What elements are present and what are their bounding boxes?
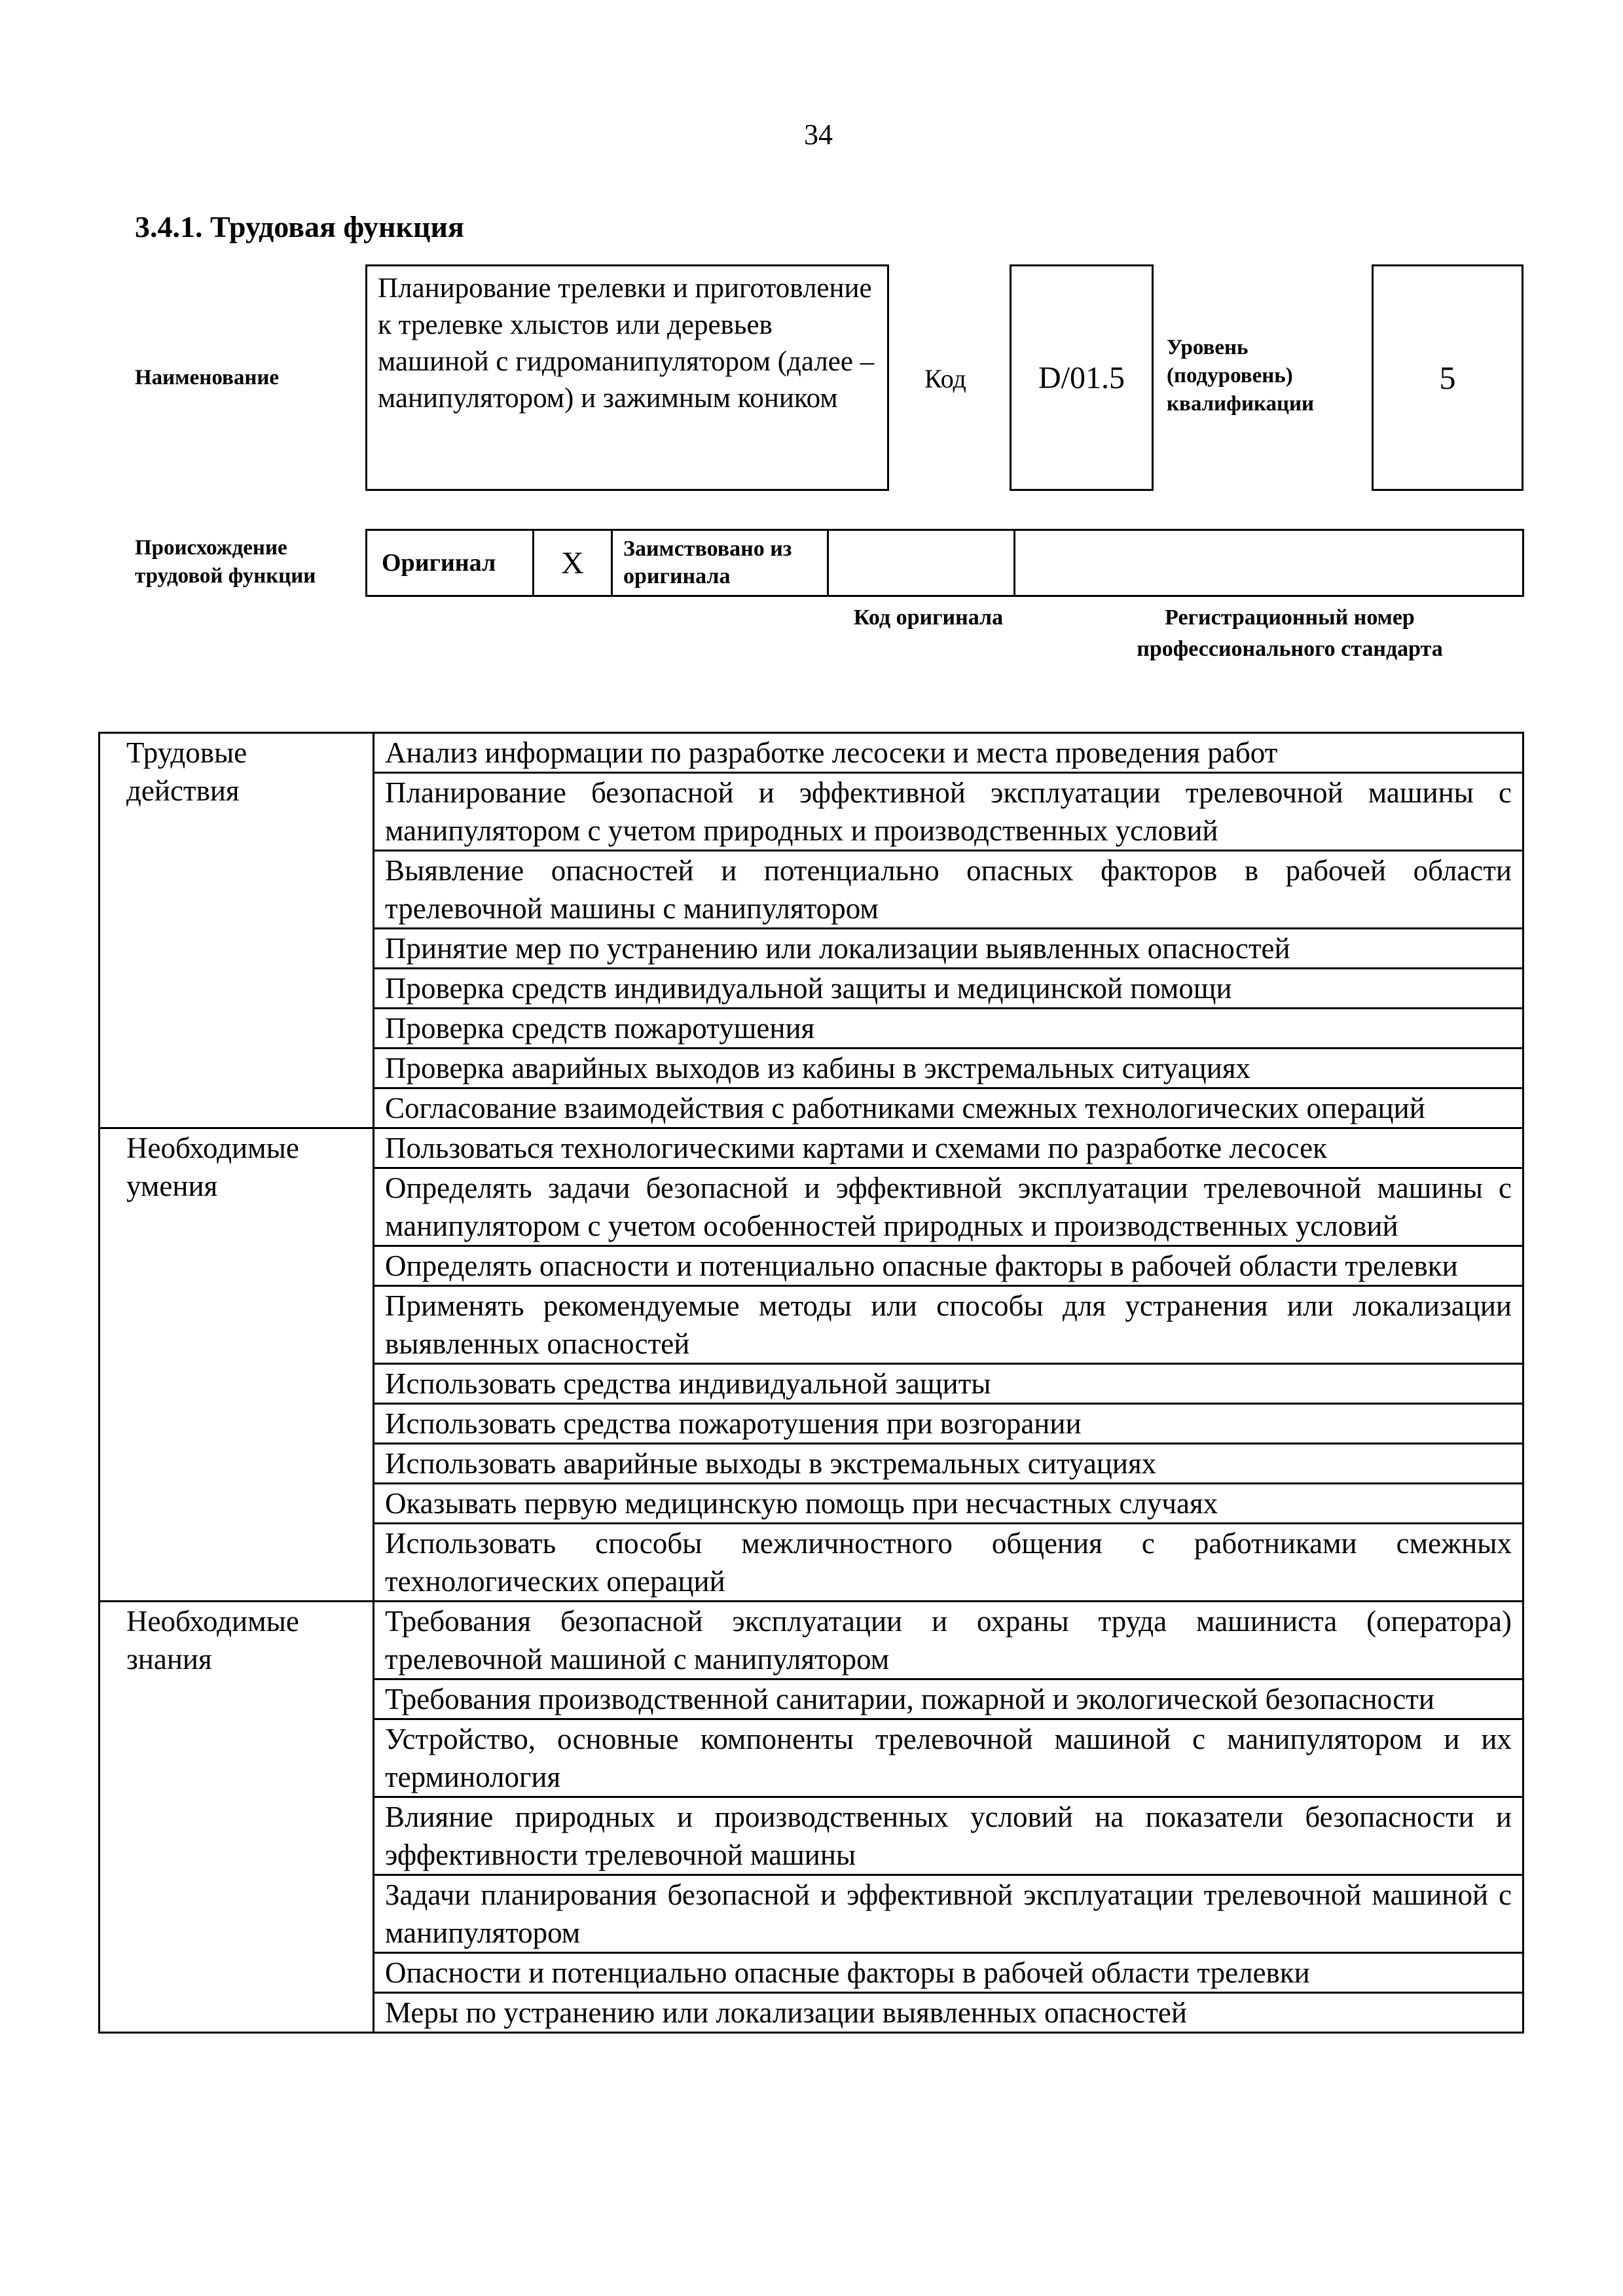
function-details-table [98,732,1524,2034]
table-cell: Использовать средства пожаротушения при возгорании [374,1404,1523,1444]
table-cell: Проверка аварийных выходов из кабины в экстремальных ситуациях [374,1049,1523,1088]
function-name-box [365,264,889,491]
reg-caption: Регистрационный номер профессионального стандарта [1137,605,1443,661]
table-cell: Оказывать первую медицинскую помощь при несчастных случаях [374,1484,1523,1524]
reg-number-cell [1015,531,1522,595]
page-number: 34 [804,118,833,151]
table-cell: Пользоваться технологическими картами и схемами по разработке лесосек [374,1128,1523,1168]
function-name-value: Планирование трелевки и приготовление к трелевке хлыстов или деревьев машиной с гидроманипулятором (далее – манипулятором) и зажимным коником [378,273,875,414]
level-box [1372,264,1523,491]
section-title: 3.4.1. Трудовая функция [135,210,464,243]
table-row [100,1128,1523,1168]
table-cell: Проверка средств индивидуальной защиты и медицинской помощи [374,969,1523,1009]
table-cell: Согласование взаимодействия с работниками смежных технологических операций [374,1088,1523,1128]
table-cell: Определять задачи безопасной и эффективной эксплуатации трелевочной машины с манипулятором с учетом особенностей природных и производственных условий [374,1168,1523,1246]
table-cell: Требования безопасной эксплуатации и охраны труда машиниста (оператора) трелевочной машиной с манипулятором [374,1602,1523,1679]
table-cell: Применять рекомендуемые методы или способы для устранения или локализации выявленных опасностей [374,1286,1523,1364]
table-cell: Анализ информации по разработке лесосеки и места проведения работ [374,733,1523,773]
table-cell: Использовать средства индивидуальной защиты [374,1364,1523,1404]
table-cell: Принятие мер по устранению или локализации выявленных опасностей [374,929,1523,969]
table-cell: Использовать аварийные выходы в экстремальных ситуациях [374,1444,1523,1484]
table-cell: Проверка средств пожаротушения [374,1009,1523,1049]
table-cell: Задачи планирования безопасной и эффективной эксплуатации трелевочной машиной с манипулятором [374,1875,1523,1953]
code-caption: Код оригинала [853,605,1004,630]
origin-label: Происхождение трудовой функции [135,536,316,588]
category-cell: Необходимые знания [100,1602,374,2033]
table-cell: Меры по устранению или локализации выявленных опасностей [374,1993,1523,2033]
table-cell: Опасности и потенциально опасные факторы в рабочей области трелевки [374,1953,1523,1993]
table-cell: Требования производственной санитарии, пожарной и экологической безопасности [374,1679,1523,1719]
origin-table [365,529,1524,597]
table-row [100,733,1523,773]
level-label: Уровень (подуровень) квалификации [1167,336,1315,416]
code-label: Код [924,364,966,393]
level-value: 5 [1439,359,1456,396]
code-value: D/01.5 [1038,360,1125,395]
table-cell: Определять опасности и потенциально опасные факторы в рабочей области трелевки [374,1246,1523,1286]
table-cell: Влияние природных и производственных условий на показатели безопасности и эффективности трелевочной машины [374,1797,1523,1875]
category-cell: Трудовые действия [100,733,374,1128]
original-code-cell [829,531,1015,595]
original-mark: X [534,531,613,595]
table-cell: Использовать способы межличностного общения с работниками смежных технологических операций [374,1524,1523,1602]
category-cell: Необходимые умения [100,1128,374,1602]
table-cell: Устройство, основные компоненты трелевочной машиной с манипулятором и их терминология [374,1719,1523,1797]
table-cell: Планирование безопасной и эффективной эксплуатации трелевочной машины с манипулятором с учетом природных и производственных условий [374,773,1523,851]
name-label: Наименование [135,366,279,389]
table-cell: Выявление опасностей и потенциально опасных факторов в рабочей области трелевочной машины с манипулятором [374,851,1523,929]
borrowed-label: Заимствовано из оригинала [613,531,829,595]
code-box [1010,264,1154,491]
original-label: Оригинал [367,531,534,595]
table-row [100,1602,1523,1679]
